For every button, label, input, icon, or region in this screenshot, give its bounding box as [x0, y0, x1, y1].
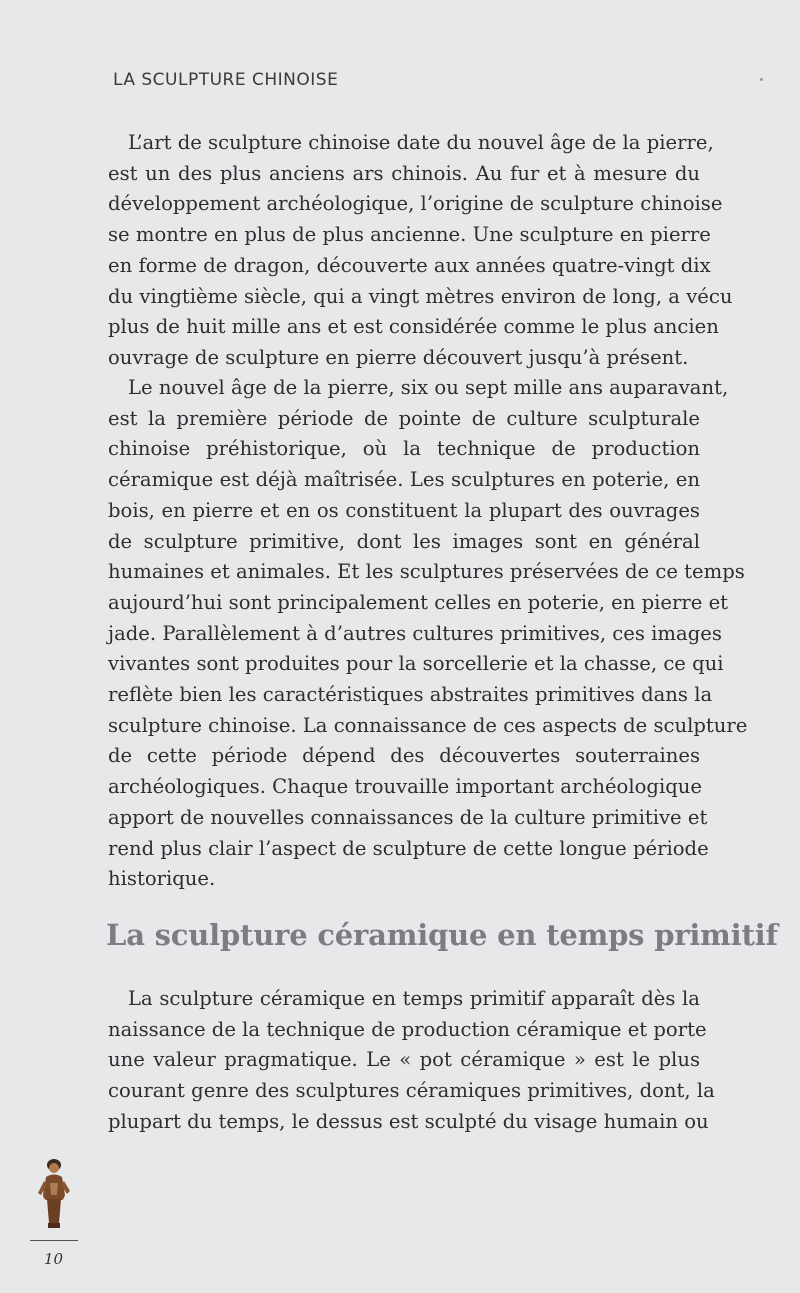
text-line: jade. Parallèlement à d’autres cultures primitives, ces images: [108, 621, 722, 645]
text-line: reflète bien les caractéristiques abstraites primitives dans la: [108, 683, 713, 707]
text-line: en forme de dragon, découverte aux années quatre-vingt dix: [108, 253, 711, 277]
paragraph-1: [108, 128, 733, 374]
paragraph-2: [108, 373, 748, 895]
text-line: céramique est déjà maîtrisée. Les sculptures en poterie, en: [108, 468, 700, 492]
text-line: plus de huit mille ans et est considérée comme le plus ancien: [108, 315, 719, 339]
footer-rule: [30, 1240, 78, 1241]
text-line: se montre en plus de plus ancienne. Une sculpture en pierre: [108, 223, 711, 247]
text-line: de cette période dépend des découvertes souterraines: [108, 744, 700, 768]
text-line: une valeur pragmatique. Le « pot céramique » est le plus: [108, 1048, 700, 1072]
text-line: chinoise préhistorique, où la technique de production: [108, 437, 700, 461]
text-line: archéologiques. Chaque trouvaille important archéologique: [108, 775, 702, 799]
figurine-icon: [32, 1155, 76, 1235]
running-header: LA SCULPTURE CHINOISE: [113, 70, 339, 90]
text-line: est un des plus anciens ars chinois. Au fur et à mesure du: [108, 161, 700, 185]
page-number: 10: [44, 1250, 64, 1268]
text-line: humaines et animales. Et les sculptures préservées de ce temps: [108, 560, 745, 584]
text-line: est la première période de pointe de culture sculpturale: [108, 406, 700, 430]
page-speck: [760, 78, 763, 81]
text-line: ouvrage de sculpture en pierre découvert jusqu’à présent.: [108, 345, 689, 369]
text-line: développement archéologique, l’origine de sculpture chinoise: [108, 192, 723, 216]
paragraph-3: [108, 984, 715, 1138]
text-line: Le nouvel âge de la pierre, six ou sept mille ans auparavant,: [128, 376, 729, 399]
text-line: bois, en pierre et en os constituent la plupart des ouvrages: [108, 498, 700, 522]
text-line: naissance de la technique de production céramique et porte: [108, 1017, 707, 1041]
section-heading: La sculpture céramique en temps primitif: [106, 918, 778, 952]
text-line: plupart du temps, le dessus est sculpté du visage humain ou: [108, 1109, 709, 1133]
text-line: historique.: [108, 867, 216, 891]
text-line: L’art de sculpture chinoise date du nouvel âge de la pierre,: [128, 131, 714, 154]
text-line: La sculpture céramique en temps primitif apparaît dès la: [128, 987, 700, 1010]
text-line: apport de nouvelles connaissances de la culture primitive et: [108, 805, 708, 829]
text-line: sculpture chinoise. La connaissance de ces aspects de sculpture: [108, 713, 748, 737]
text-line: du vingtième siècle, qui a vingt mètres environ de long, a vécu: [108, 284, 733, 308]
text-line: courant genre des sculptures céramiques primitives, dont, la: [108, 1079, 715, 1103]
text-line: rend plus clair l’aspect de sculpture de cette longue période: [108, 836, 709, 860]
text-line: de sculpture primitive, dont les images sont en général: [108, 529, 700, 553]
text-line: vivantes sont produites pour la sorcellerie et la chasse, ce qui: [108, 652, 724, 676]
text-line: aujourd’hui sont principalement celles en poterie, en pierre et: [108, 590, 729, 614]
